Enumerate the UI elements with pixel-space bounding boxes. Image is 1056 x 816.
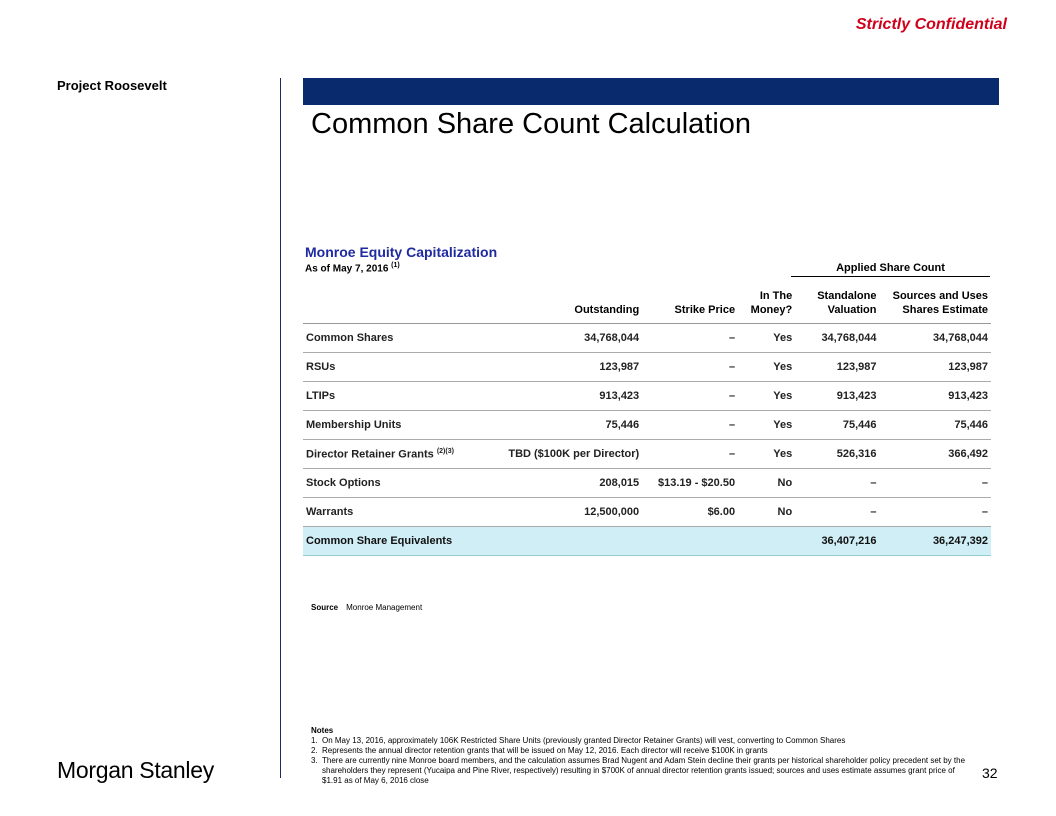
cell-itm: No — [738, 469, 795, 498]
cell-sources: 34,768,044 — [880, 324, 992, 353]
note-number: 1. — [311, 736, 318, 745]
cell-outstanding: 208,015 — [484, 469, 642, 498]
cell-sources: 123,987 — [880, 353, 992, 382]
morgan-stanley-logo: Morgan Stanley — [57, 757, 214, 783]
header-strike-price: Strike Price — [642, 289, 738, 324]
table-row — [303, 353, 991, 382]
cell-standalone: 123,987 — [795, 353, 879, 382]
project-name: Project Roosevelt — [57, 78, 167, 93]
page-title: Common Share Count Calculation — [311, 108, 752, 140]
table-subtitle-text: As of May 7, 2016 — [305, 263, 389, 275]
note-item — [311, 736, 971, 746]
header-outstanding: Outstanding — [484, 289, 642, 324]
applied-share-count-header: Applied Share Count — [791, 262, 990, 277]
cell-itm: Yes — [738, 353, 795, 382]
cell-strike: – — [642, 411, 738, 440]
header-sv-line1: Standalone — [817, 290, 877, 302]
header-label — [303, 289, 484, 324]
cell-strike: – — [642, 324, 738, 353]
cell-strike: – — [642, 382, 738, 411]
cell-itm: No — [738, 498, 795, 527]
table-row — [303, 324, 991, 353]
cell-sources: 366,492 — [880, 440, 992, 469]
header-itm-line2: Money? — [750, 304, 793, 316]
cell-standalone: 34,768,044 — [795, 324, 879, 353]
cell-strike: – — [642, 353, 738, 382]
cell-outstanding: 34,768,044 — [484, 324, 642, 353]
cell-outstanding: 12,500,000 — [484, 498, 642, 527]
note-item — [311, 746, 971, 756]
cell-itm: Yes — [738, 324, 795, 353]
source-line — [311, 603, 422, 612]
cell-sources: – — [880, 498, 992, 527]
note-item — [311, 756, 971, 786]
note-text: Represents the annual director retention grants that will be issued on May 12, 2016. Each director will receive $100K in grants — [322, 746, 768, 755]
row-label: Director Retainer Grants $^{(2)(3)}$ — [303, 440, 484, 469]
header-sources-uses — [880, 289, 992, 324]
table-row — [303, 469, 991, 498]
note-text: There are currently nine Monroe board members, and the calculation assumes Brad Nugent and Adam Stein decline their grants per historical shareholder policy precedent set by the shareholders they represent (Yucaipa and Pine River, respectively) resulting in $700K of annual director retention grants issued; sources and uses estimate assumes grant price of $1.91 as of May 6, 2016 close — [322, 756, 966, 785]
cell-outstanding: 123,987 — [484, 353, 642, 382]
header-in-the-money — [738, 289, 795, 324]
note-number: 2. — [311, 746, 318, 755]
row-label: Warrants — [303, 498, 484, 527]
title-banner — [303, 78, 999, 105]
cell-standalone: 526,316 — [795, 440, 879, 469]
table-row — [303, 498, 991, 527]
cell-standalone: 913,423 — [795, 382, 879, 411]
header-standalone — [795, 289, 879, 324]
row-label-note: (2)(3) — [436, 447, 454, 455]
table-row — [303, 440, 991, 469]
row-label: Common Shares — [303, 324, 484, 353]
cell-strike: $6.00 — [642, 498, 738, 527]
note-number: 3. — [311, 756, 318, 765]
header-su-line1: Sources and Uses — [892, 290, 988, 302]
cell-sources: 75,446 — [880, 411, 992, 440]
source-text: Monroe Management — [346, 603, 423, 612]
cell-strike: – — [642, 440, 738, 469]
row-label: LTIPs — [303, 382, 484, 411]
table-row — [303, 411, 991, 440]
header-sv-line2: Valuation — [827, 304, 877, 316]
source-label: Source — [311, 603, 339, 612]
page-number: 32 — [982, 765, 998, 781]
header-itm-line1: In The — [759, 290, 793, 302]
total-sources: 36,247,392 — [880, 527, 992, 556]
total-row — [303, 527, 991, 556]
header-su-line2: Shares Estimate — [902, 304, 988, 316]
notes-section — [311, 726, 971, 786]
cell-standalone: – — [795, 498, 879, 527]
table-header-row — [303, 289, 991, 324]
cell-itm: Yes — [738, 382, 795, 411]
cell-sources: 913,423 — [880, 382, 992, 411]
table-row — [303, 382, 991, 411]
capitalization-table — [303, 289, 991, 556]
table-title: Monroe Equity Capitalization — [305, 244, 498, 260]
cell-sources: – — [880, 469, 992, 498]
confidentiality-label: Strictly Confidential — [855, 16, 1007, 33]
cell-itm: Yes — [738, 411, 795, 440]
cell-outstanding: 913,423 — [484, 382, 642, 411]
note-text: On May 13, 2016, approximately 106K Restricted Share Units (previously granted Director Retainer Grants) will vest, converting to Common Shares — [322, 736, 846, 745]
cell-strike: $13.19 - $20.50 — [642, 469, 738, 498]
total-label: Common Share Equivalents — [303, 527, 795, 556]
row-label: RSUs — [303, 353, 484, 382]
table-subtitle-note: (1) — [391, 262, 400, 269]
cell-outstanding: TBD ($100K per Director) — [484, 440, 642, 469]
total-standalone: 36,407,216 — [795, 527, 879, 556]
cell-itm: Yes — [738, 440, 795, 469]
row-label: Membership Units — [303, 411, 484, 440]
cell-outstanding: 75,446 — [484, 411, 642, 440]
vertical-divider — [280, 78, 281, 778]
row-label: Stock Options — [303, 469, 484, 498]
notes-heading: Notes — [311, 726, 334, 735]
cell-standalone: 75,446 — [795, 411, 879, 440]
cell-standalone: – — [795, 469, 879, 498]
table-subtitle — [305, 262, 400, 274]
